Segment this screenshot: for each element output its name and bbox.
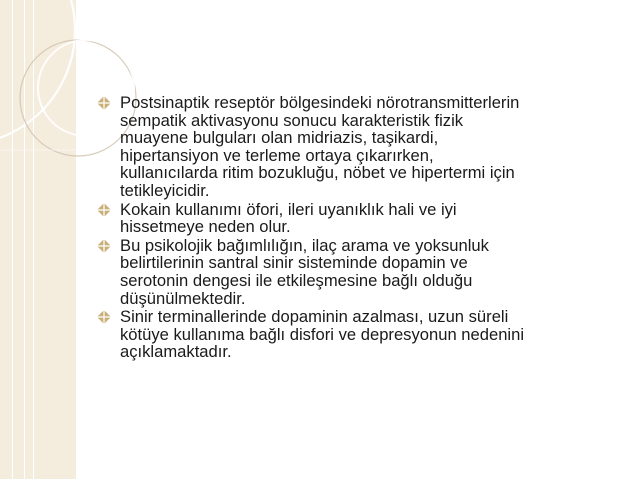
diamond-bullet-icon: [96, 95, 112, 111]
diamond-bullet-icon: [96, 238, 112, 254]
bullet-text: Kokain kullanımı öfori, ileri uyanıklık hali ve iyi hissetmeye neden olur.: [120, 199, 457, 237]
bullet-text: Postsinaptik reseptör bölgesindeki nörotransmitterlerin sempatik aktivasyonu sonucu karakteristik fizik muayene bulguları olan midriazis, taşikardi, hipertansiyon ve terleme ortaya çıkarırken, kullanıcılarda ritim bozukluğu, nöbet ve hipertermi için tetikleyicidir.: [120, 93, 520, 200]
bullet-text: Bu psikolojik bağımlılığın, ilaç arama ve yoksunluk belirtilerinin santral sinir sisteminde dopamin ve serotonin dengesi ile etkileşmesine bağlı olduğu düşünülmektedir.: [120, 235, 489, 308]
bullet-text: Sinir terminallerinde dopaminin azalması, uzun süreli kötüye kullanıma bağlı disfori ve depresyonun nedenini açıklamaktadır.: [120, 307, 525, 362]
bullet-item: [96, 237, 616, 307]
bullet-item: [96, 308, 616, 361]
diamond-bullet-icon: [96, 309, 112, 325]
bullet-list: [96, 94, 616, 361]
slide-body: [96, 94, 616, 362]
bullet-item: [96, 94, 616, 200]
diamond-bullet-icon: [96, 202, 112, 218]
bullet-item: [96, 201, 616, 236]
